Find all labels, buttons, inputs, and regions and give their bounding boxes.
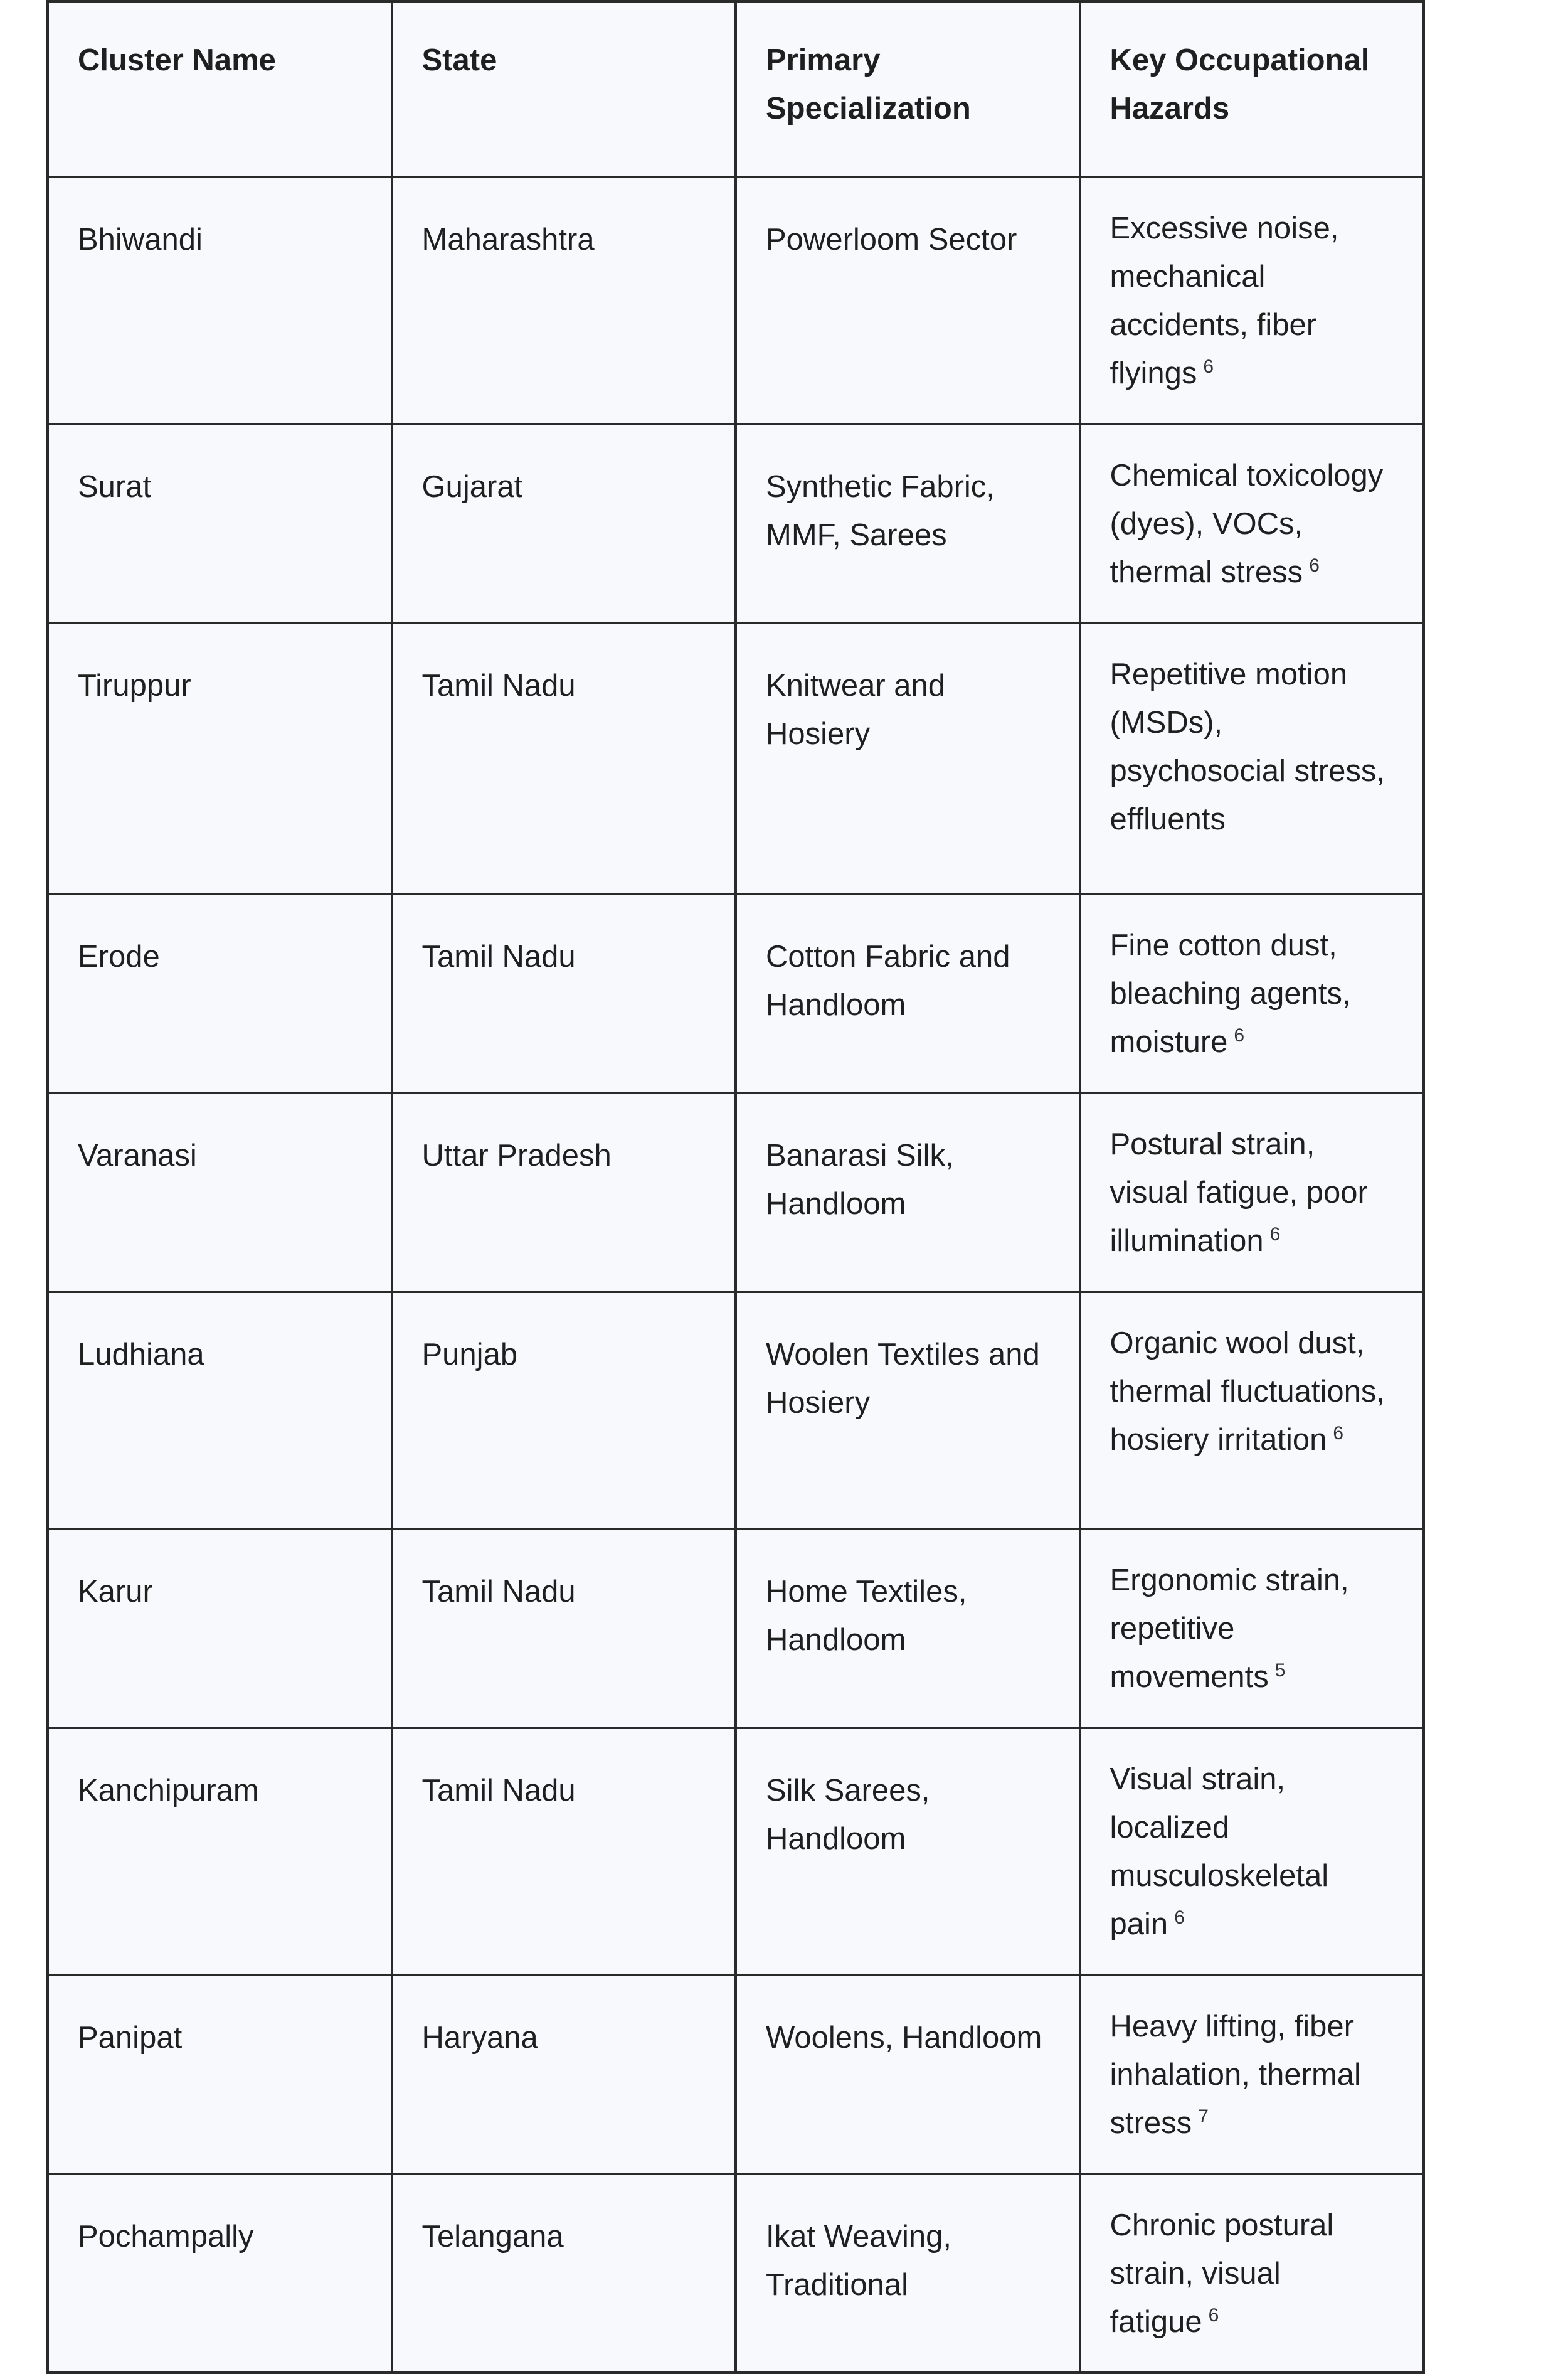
textile-clusters-table [46, 0, 1425, 2374]
cell-state: Tamil Nadu [392, 1529, 736, 1728]
cell-state: Uttar Pradesh [392, 1093, 736, 1292]
cell-specialization: Woolen Textiles and Hosiery [736, 1292, 1080, 1529]
cell-state: Tamil Nadu [392, 894, 736, 1093]
footnote-reference: 6 [1309, 555, 1320, 576]
table-row [48, 177, 1424, 424]
hazards-text: Organic wool dust, thermal fluctuations, hosiery irritation [1110, 1326, 1385, 1457]
table-row [48, 1529, 1424, 1728]
hazards-text: Fine cotton dust, bleaching agents, moisture [1110, 929, 1351, 1059]
cell-state: Telangana [392, 2174, 736, 2373]
table-row [48, 2174, 1424, 2373]
cell-specialization: Ikat Weaving, Traditional [736, 2174, 1080, 2373]
table-row [48, 1728, 1424, 1975]
table-row [48, 1975, 1424, 2174]
cell-specialization: Knitwear and Hosiery [736, 623, 1080, 894]
footnote-reference: 6 [1269, 1223, 1281, 1245]
footnote-reference: 6 [1174, 1907, 1185, 1928]
footnote-reference: 6 [1203, 356, 1214, 377]
hazards-text: Postural strain, visual fatigue, poor illumination [1110, 1127, 1368, 1258]
cell-hazards [1080, 1292, 1424, 1529]
cell-hazards [1080, 2174, 1424, 2373]
table-row [48, 894, 1424, 1093]
table-row [48, 1093, 1424, 1292]
footnote-reference: 6 [1234, 1025, 1245, 1046]
cell-state: Gujarat [392, 424, 736, 623]
cell-cluster-name: Erode [48, 894, 392, 1093]
cell-hazards [1080, 1728, 1424, 1975]
cell-cluster-name: Ludhiana [48, 1292, 392, 1529]
footnote-reference: 7 [1198, 2105, 1209, 2127]
cell-hazards [1080, 424, 1424, 623]
cell-specialization: Powerloom Sector [736, 177, 1080, 424]
hazards-text: Repetitive motion (MSDs), psychosocial stress, effluents [1110, 657, 1385, 836]
table-container [46, 0, 1422, 2374]
hazards-text: Ergonomic strain, repetitive movements [1110, 1563, 1349, 1694]
table-row [48, 1292, 1424, 1529]
header-key-occupational-hazards: Key Occupational Hazards [1080, 1, 1424, 177]
footnote-reference: 5 [1274, 1659, 1286, 1681]
hazards-text: Visual strain, localized musculoskeletal pain [1110, 1762, 1329, 1941]
table-row [48, 424, 1424, 623]
hazards-text: Chronic postural strain, visual fatigue [1110, 2208, 1334, 2339]
cell-cluster-name: Pochampally [48, 2174, 392, 2373]
cell-cluster-name: Tiruppur [48, 623, 392, 894]
cell-cluster-name: Varanasi [48, 1093, 392, 1292]
cell-specialization: Home Textiles, Handloom [736, 1529, 1080, 1728]
cell-state: Haryana [392, 1975, 736, 2174]
cell-cluster-name: Kanchipuram [48, 1728, 392, 1975]
cell-hazards [1080, 1529, 1424, 1728]
cell-state: Tamil Nadu [392, 623, 736, 894]
table-header-row [48, 1, 1424, 177]
cell-cluster-name: Surat [48, 424, 392, 623]
header-cluster-name: Cluster Name [48, 1, 392, 177]
footnote-reference: 6 [1208, 2304, 1219, 2326]
cell-specialization: Banarasi Silk, Handloom [736, 1093, 1080, 1292]
cell-state: Maharashtra [392, 177, 736, 424]
cell-hazards [1080, 623, 1424, 894]
hazards-text: Heavy lifting, fiber inhalation, thermal stress [1110, 2009, 1361, 2140]
hazards-text: Chemical toxicology (dyes), VOCs, thermal stress [1110, 459, 1384, 589]
cell-hazards [1080, 177, 1424, 424]
hazards-text: Excessive noise, mechanical accidents, fiber flyings [1110, 211, 1339, 390]
cell-state: Punjab [392, 1292, 736, 1529]
cell-specialization: Woolens, Handloom [736, 1975, 1080, 2174]
cell-cluster-name: Panipat [48, 1975, 392, 2174]
cell-hazards [1080, 1975, 1424, 2174]
cell-state: Tamil Nadu [392, 1728, 736, 1975]
cell-hazards [1080, 894, 1424, 1093]
cell-specialization: Silk Sarees, Handloom [736, 1728, 1080, 1975]
footnote-reference: 6 [1333, 1422, 1344, 1444]
cell-specialization: Cotton Fabric and Handloom [736, 894, 1080, 1093]
cell-hazards [1080, 1093, 1424, 1292]
cell-cluster-name: Karur [48, 1529, 392, 1728]
cell-specialization: Synthetic Fabric, MMF, Sarees [736, 424, 1080, 623]
header-primary-specialization: Primary Specialization [736, 1, 1080, 177]
header-state: State [392, 1, 736, 177]
table-row [48, 623, 1424, 894]
cell-cluster-name: Bhiwandi [48, 177, 392, 424]
